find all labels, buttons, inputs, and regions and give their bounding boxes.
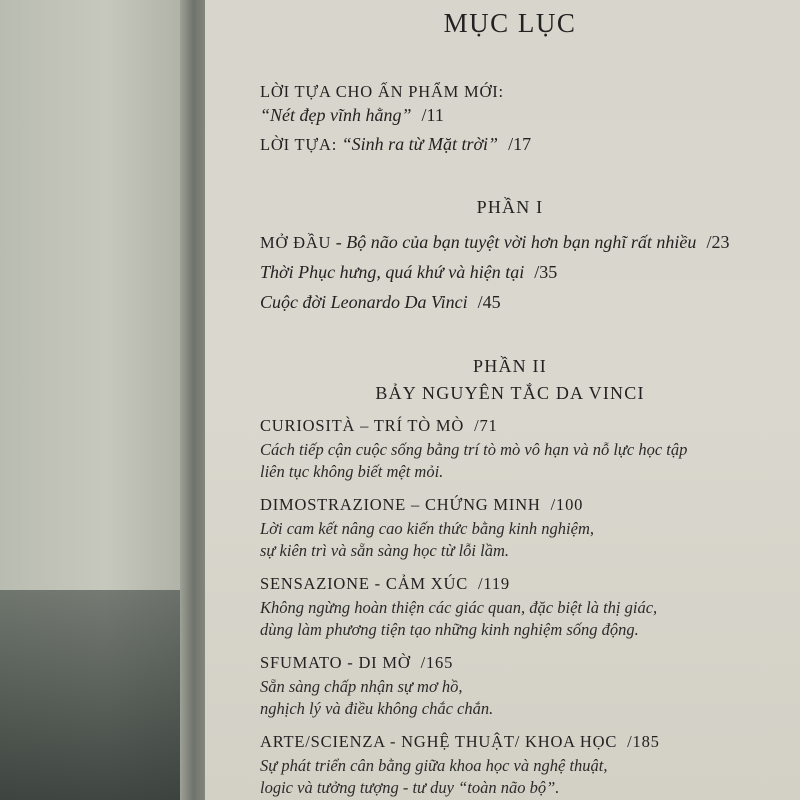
principle-sfumato: SFUMATO - DI MỜ /165 — [260, 653, 454, 672]
part-2-heading: PHẦN II — [473, 356, 547, 376]
part-2-subheading: BẢY NGUYÊN TẮC DA VINCI — [375, 383, 645, 403]
page-shadow — [0, 590, 190, 800]
toc-entry-renaissance: Thời Phục hưng, quá khứ và hiện tại /35 — [260, 262, 558, 282]
principle-description: Sẵn sàng chấp nhận sự mơ hồ, — [260, 677, 463, 696]
principle-description: Lời cam kết nâng cao kiến thức bằng kinh nghiệm, — [260, 519, 594, 538]
left-page — [0, 0, 190, 800]
preface-new-edition-subtitle: “Nét đẹp vĩnh hằng” /11 — [260, 105, 444, 125]
principle-description: dùng làm phương tiện tạo những kinh nghiệm sống động. — [260, 620, 639, 639]
principle-description: sự kiên trì và sẵn sàng học từ lỗi lầm. — [260, 541, 509, 560]
principle-description: nghịch lý và điều không chắc chắn. — [260, 699, 494, 718]
principle-curiosita: CURIOSITÀ – TRÍ TÒ MÒ /71 — [260, 416, 498, 435]
principle-description: Không ngừng hoàn thiện các giác quan, đặc biệt là thị giác, — [260, 598, 658, 617]
page-number: /119 — [478, 574, 510, 593]
page-number: /11 — [421, 105, 444, 125]
page-number: /17 — [508, 134, 532, 154]
preface-entry: LỜI TỰA: “Sinh ra từ Mặt trời” /17 — [260, 134, 532, 154]
principle-description: logic và tưởng tượng - tư duy “toàn não bộ”. — [260, 778, 560, 797]
principle-description: liên tục không biết mệt mỏi. — [260, 462, 444, 481]
page-number: /165 — [420, 653, 454, 672]
page-number: /185 — [627, 732, 660, 751]
principle-dimostrazione: DIMOSTRAZIONE – CHỨNG MINH /100 — [260, 495, 584, 514]
toc-entry-life: Cuộc đời Leonardo Da Vinci /45 — [260, 292, 501, 312]
principle-arte-scienza: ARTE/SCIENZA - NGHỆ THUẬT/ KHOA HỌC /185 — [260, 732, 660, 751]
principle-description: Sự phát triển cân bằng giữa khoa học và nghệ thuật, — [260, 756, 608, 775]
part-1-heading: PHẦN I — [476, 197, 544, 217]
page-number: /71 — [474, 416, 498, 435]
page-number: /100 — [550, 495, 584, 514]
right-page — [205, 0, 800, 800]
page-number: /35 — [534, 262, 558, 282]
preface-new-edition-title: LỜI TỰA CHO ẤN PHẨM MỚI: — [260, 82, 504, 101]
principle-description: Cách tiếp cận cuộc sống bằng trí tò mò vô hạn và nỗ lực học tập — [260, 440, 688, 459]
toc-title: MỤC LỤC — [443, 8, 577, 38]
page-number: /45 — [477, 292, 501, 312]
principle-sensazione: SENSAZIONE - CẢM XÚC /119 — [260, 574, 510, 593]
toc-entry-introduction: MỞ ĐẦU - Bộ não của bạn tuyệt vời hơn bạn nghĩ rất nhiều /23 — [260, 232, 730, 252]
page-number: /23 — [706, 232, 730, 252]
